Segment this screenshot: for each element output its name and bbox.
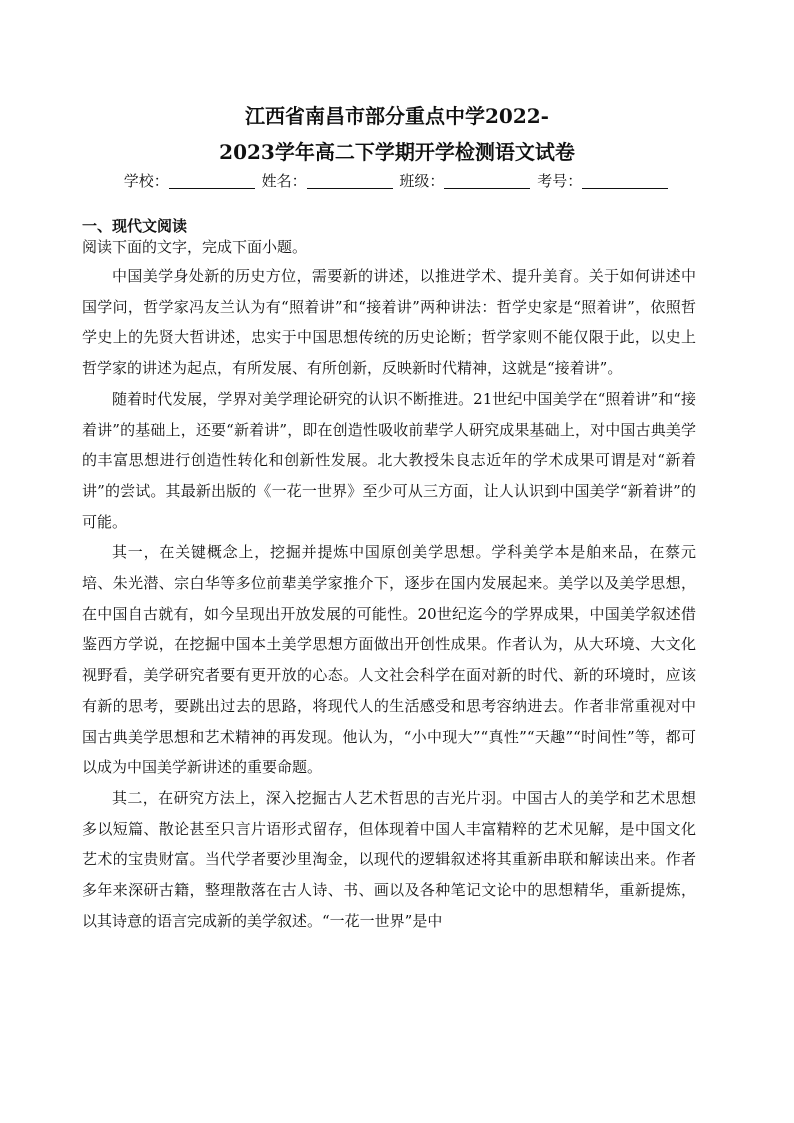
section-heading: 一、现代文阅读 [82,217,188,235]
reading-passage [82,261,696,936]
exam-title-line-2: 2023学年高二下学期开学检测语文试卷 [219,140,575,164]
exam-title-line-1: 江西省南昌市部分重点中学2022- [245,104,549,128]
student-info-row [0,169,794,193]
passage-paragraph: 其二，在研究方法上，深入挖掘古人艺术哲思的吉光片羽。中国古人的美学和艺术思想多以短篇、散论甚至只言片语形式留存，但体现着中国人丰富精粹的艺术见解，是中国文化艺术的宝贵财富。当代学者要沙里淘金，以现代的逻辑叙述将其重新串联和解读出来。作者多年来深研古籍，整理散落在古人诗、书、画以及各种笔记文论中的思想精华，重新提炼，以其诗意的语言完成新的美学叙述。“一花一世界”是中 [82,788,696,930]
passage-paragraph: 其一，在关键概念上，挖掘并提炼中国原创美学思想。学科美学本是舶来品，在蔡元培、朱光潜、宗白华等多位前辈美学家推介下，逐步在国内发展起来。美学以及美学思想，在中国自古就有，如今呈现出开放发展的可能性。20世纪迄今的学界成果，中国美学叙述借鉴西方学说，在挖掘中国本土美学思想方面做出开创性成果。作者认为，从大环境、大文化视野看，美学研究者要有更开放的心态。人文社会科学在面对新的时代、新的环境时，应该有新的思考，要跳出过去的思路，将现代人的生活感受和思考容纳进去。作者非常重视对中国古典美学思想和艺术精神的再发现。他认为，“小中现大”“真性”“天趣”“时间性”等，都可以成为中国美学新讲述的重要命题。 [82,543,696,777]
exam-number-blank [582,172,668,189]
class-label: 班级： [399,172,445,190]
reading-instruction: 阅读下面的文字，完成下面小题。 [82,238,308,256]
name-label: 姓名： [261,172,307,190]
class-blank [444,172,530,189]
exam-number-label: 考号： [537,172,583,190]
passage-paragraph: 随着时代发展，学界对美学理论研究的认识不断推进。21世纪中国美学在“照着讲”和“接着讲”的基础上，还要“新着讲”，即在创造性吸收前辈学人研究成果基础上，对中国古典美学的丰富思想进行创造性转化和创新性发展。北大教授朱良志近年的学术成果可谓是对“新着讲”的尝试。其最新出版的《一花一世界》至少可从三方面，让人认识到中国美学“新着讲”的可能。 [82,389,696,531]
passage-paragraph: 中国美学身处新的历史方位，需要新的讲述，以推进学术、提升美育。关于如何讲述中国学问，哲学家冯友兰认为有“照着讲”和“接着讲”两种讲法：哲学史家是“照着讲”，依照哲学史上的先贤大哲讲述，忠实于中国思想传统的历史论断；哲学家则不能仅限于此，以史上哲学家的讲述为起点，有所发展、有所创新，反映新时代精神，这就是“接着讲”。 [82,267,696,378]
school-blank [169,172,255,189]
school-label: 学校： [123,172,169,190]
name-blank [307,172,393,189]
